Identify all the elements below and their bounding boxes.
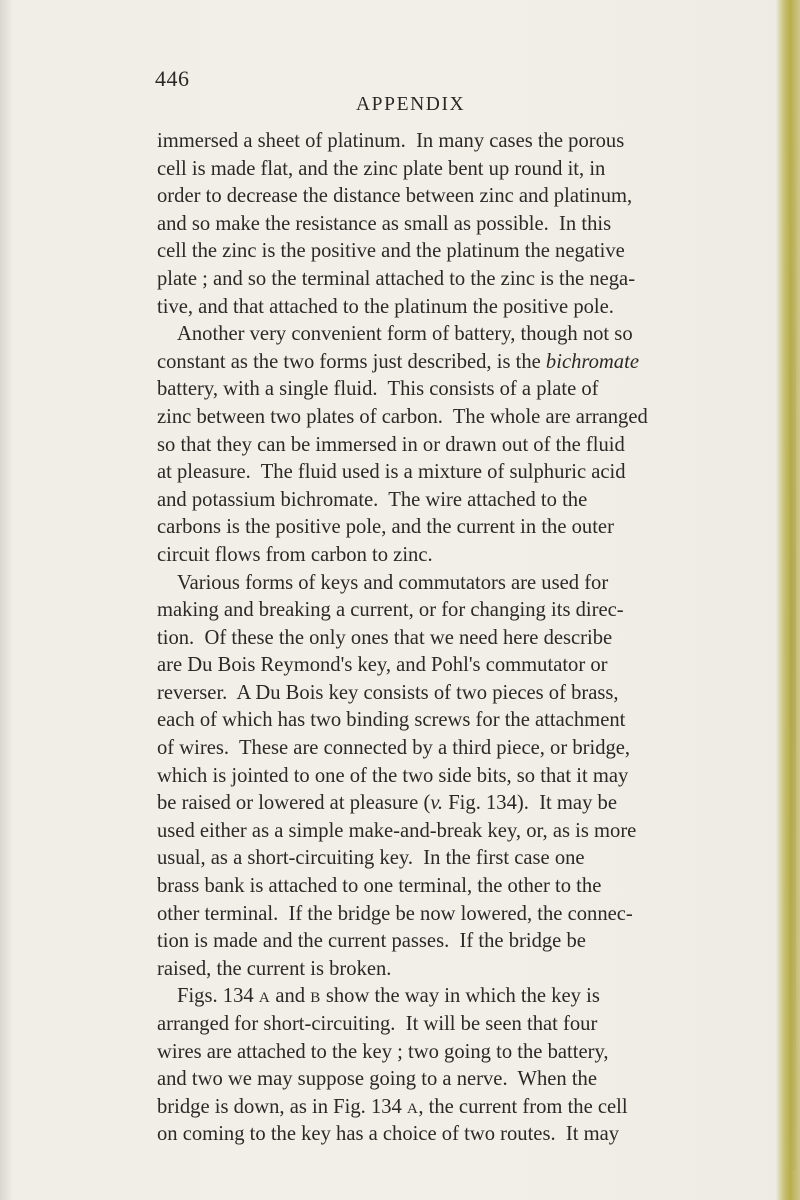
page-number: 446 [155,66,190,91]
figure-label-a: A [258,990,271,1007]
figure-label-a: A [406,1100,419,1117]
text-line [157,1094,742,1122]
page-edge-stain [776,0,800,1200]
text-line: plate ; and so the terminal attached to the zinc is the nega- [157,267,636,290]
text-line: other terminal. If the bridge be now lowered, the connec- [157,902,633,925]
text-segment: be raised or lowered at pleasure ( [157,792,431,815]
text-line: which is jointed to one of the two side bits, so that it may [157,764,629,787]
text-segment: constant as the two forms just described, is the [157,350,546,373]
text-line: cell is made flat, and the zinc plate bent up round it, in [157,157,606,180]
page-edge-shadow [790,90,796,1170]
italic-abbreviation: v. [430,792,444,815]
text-line: usual, as a short-circuiting key. In the first case one [157,847,585,870]
text-line: wires are attached to the key ; two going to the battery, [157,1040,609,1063]
text-line: raised, the current is broken. [157,957,392,980]
paragraph-start-line: Another very convenient form of battery, though not so [177,323,633,346]
text-line: tion is made and the current passes. If the bridge be [157,930,586,953]
text-line: battery, with a single fluid. This consists of a plate of [157,378,599,401]
text-line: are Du Bois Reymond's key, and Pohl's commutator or [157,654,608,677]
text-line: and so make the resistance as small as possible. In this [157,212,612,235]
text-line: arranged for short-circuiting. It will be seen that four [157,1013,598,1035]
text-line: order to decrease the distance between zinc and platinum, [157,185,633,208]
text-line: each of which has two binding screws for the attachment [157,709,626,732]
figure-label-b: B [310,990,321,1007]
text-segment: and [270,985,311,1008]
text-segment: Figs. 134 [177,985,259,1008]
text-line: used either as a simple make-and-break key, or, as is more [157,819,637,842]
text-line: tive, and that attached to the platinum the positive pole. [157,295,614,318]
text-line: circuit flows from carbon to zinc. [157,543,433,566]
paragraph-start-line: Various forms of keys and commutators are used for [177,571,609,594]
text-line: tion. Of these the only ones that we need here describe [157,626,613,649]
paragraph-start-line [157,983,742,1011]
text-line: of wires. These are connected by a third piece, or bridge, [157,737,631,760]
text-segment: show the way in which the key is [320,985,600,1008]
text-line: and potassium bichromate. The wire attached to the [157,488,588,511]
text-segment: , the current from the cell [418,1095,628,1118]
text-line: brass bank is attached to one terminal, the other to the [157,875,602,898]
running-head: APPENDIX [356,94,466,115]
body-text [157,128,742,1149]
italic-term: bichromate [545,350,639,373]
text-segment: bridge is down, as in Fig. 134 [157,1095,407,1118]
text-line: at pleasure. The fluid used is a mixture of sulphuric acid [157,461,626,484]
text-line: cell the zinc is the positive and the platinum the negative [157,240,625,263]
text-line: so that they can be immersed in or drawn out of the fluid [157,433,625,456]
text-segment: Fig. 134). It may be [443,792,617,815]
text-line [157,790,742,818]
text-line [157,349,742,377]
text-line: reverser. A Du Bois key consists of two pieces of brass, [157,681,619,704]
text-line: on coming to the key has a choice of two routes. It may [157,1123,620,1146]
text-line: and two we may suppose going to a nerve. When the [157,1068,597,1091]
text-line: making and breaking a current, or for changing its direc- [157,599,624,622]
text-line: zinc between two plates of carbon. The whole are arranged [157,405,648,428]
text-line: immersed a sheet of platinum. In many cases the porous [157,130,625,152]
page-gutter [0,0,10,1200]
text-line: carbons is the positive pole, and the current in the outer [157,516,614,539]
